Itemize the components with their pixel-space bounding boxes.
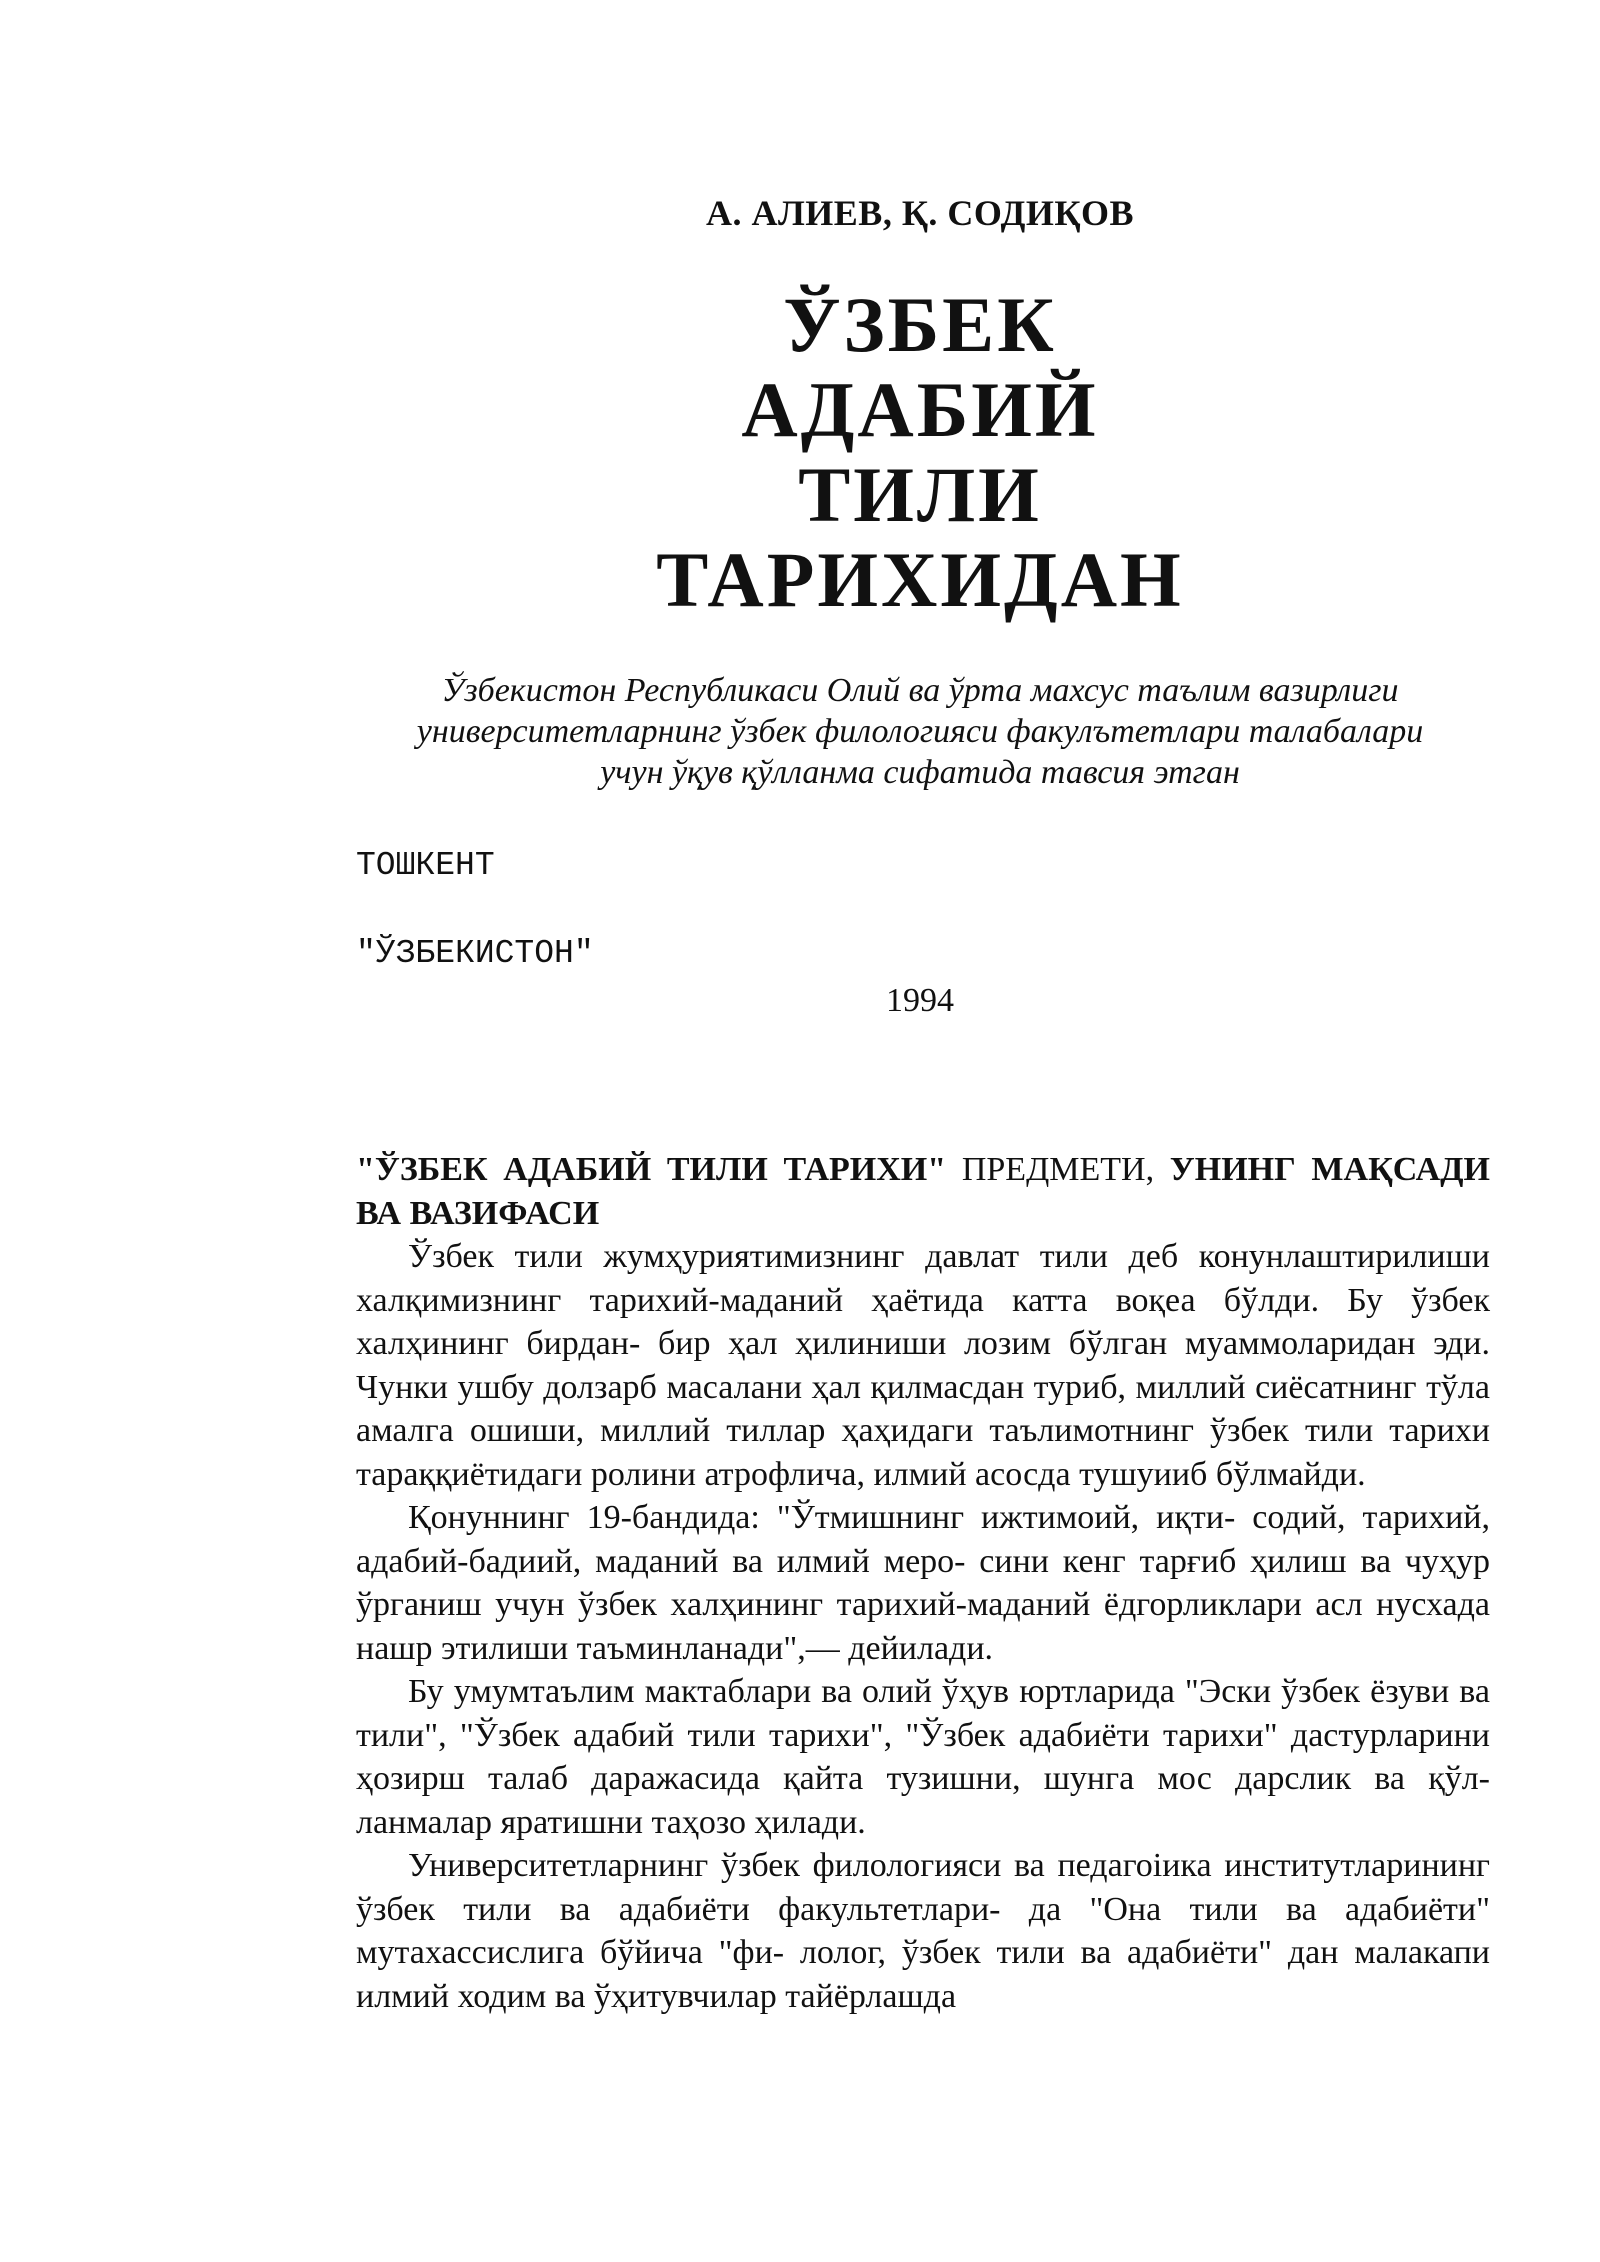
subtitle-line: учун ўқув қўлланма сифатида тавсия этган [600, 754, 1240, 791]
book-title-line: ЎЗБЕК [783, 281, 1057, 368]
section-heading-part: УНИНГ МАҚСАДИ ВА ВАЗИФАСИ [356, 1151, 1490, 1232]
section-heading [356, 1148, 1490, 1235]
section-heading-part: ПРЕДМЕТИ, [946, 1151, 1170, 1188]
body-section [356, 1148, 1490, 2018]
section-heading-part: "ЎЗБЕК АДАБИЙ ТИЛИ ТАРИХИ" [356, 1151, 947, 1188]
book-title-line: ТАРИХИДАН [656, 536, 1184, 623]
publication-year: 1994 [886, 982, 954, 1019]
book-authors: А. АЛИЕВ, Қ. СОДИҚОВ [705, 193, 1135, 233]
body-paragraph: Университетларнинг ўзбек филологияси ва педагоіика институтларининг ўзбек тили ва адабиёти факультетлари- да "Она тили ва адабиёти" мутахассислига бўйича "фи- лолог, ўзбек тили ва адабиёти" дан малакапи илмий ходим ва ўҳитувчилар тайёрлашда [356, 1847, 1490, 2015]
book-subtitle [0, 670, 1600, 793]
body-paragraph: Бу умумтаълим мактаблари ва олий ўҳув юртларида "Эски ўзбек ёзуви ва тили", "Ўзбек адабий тили тарихи", "Ўзбек адабиёти тарихи" дастурларини ҳозирш талаб даражасида қайта тузишни, шунга мос дарслик ва қўл- ланмалар яратишни таҳозо ҳилади. [356, 1673, 1490, 1841]
publisher-name: "ЎЗБЕКИСТОН" [356, 935, 594, 972]
body-paragraph: Қонуннинг 19-бандида: "Ўтмишнинг ижтимоий, иқти- содий, тарихий, адабий-бадиий, маданий ва илмий меро- сини кенг тарғиб ҳилиш ва чуҳур ўрганиш учун ўзбек халҳининг тарихий-маданий ёдгорликлари асл нусхада нашр этилиши таъминланади",— дейилади. [356, 1499, 1490, 1667]
body-paragraph: Ўзбек тили жумҳуриятимизнинг давлат тили деб конунлаштирилиши халқимизнинг тарихий-маданий ҳаётида катта воқеа бўлди. Бу ўзбек халҳининг бирдан- бир ҳал ҳилиниши лозим бўлган муаммоларидан эди. Чунки ушбу долзарб масалани ҳал қилмасдан туриб, миллий сиёсатнинг тўла амалга ошиши, миллий тиллар ҳаҳидаги таълимотнинг ўзбек тили тарихи тараққиётидаги ролини атрофлича, илмий асосда тушуииб бўлмайди. [356, 1238, 1490, 1493]
book-title [0, 282, 1600, 622]
subtitle-line: Ўзбекистон Республикаси Олий ва ўрта махсус таълим вазирлиги [441, 672, 1399, 709]
book-title-line: АДАБИЙ [741, 366, 1099, 453]
publication-city: ТОШКЕНТ [356, 847, 495, 884]
book-title-line: ТИЛИ [798, 451, 1042, 538]
subtitle-line: университетларнинг ўзбек филологияси факулътетлари талабалари [416, 713, 1424, 750]
